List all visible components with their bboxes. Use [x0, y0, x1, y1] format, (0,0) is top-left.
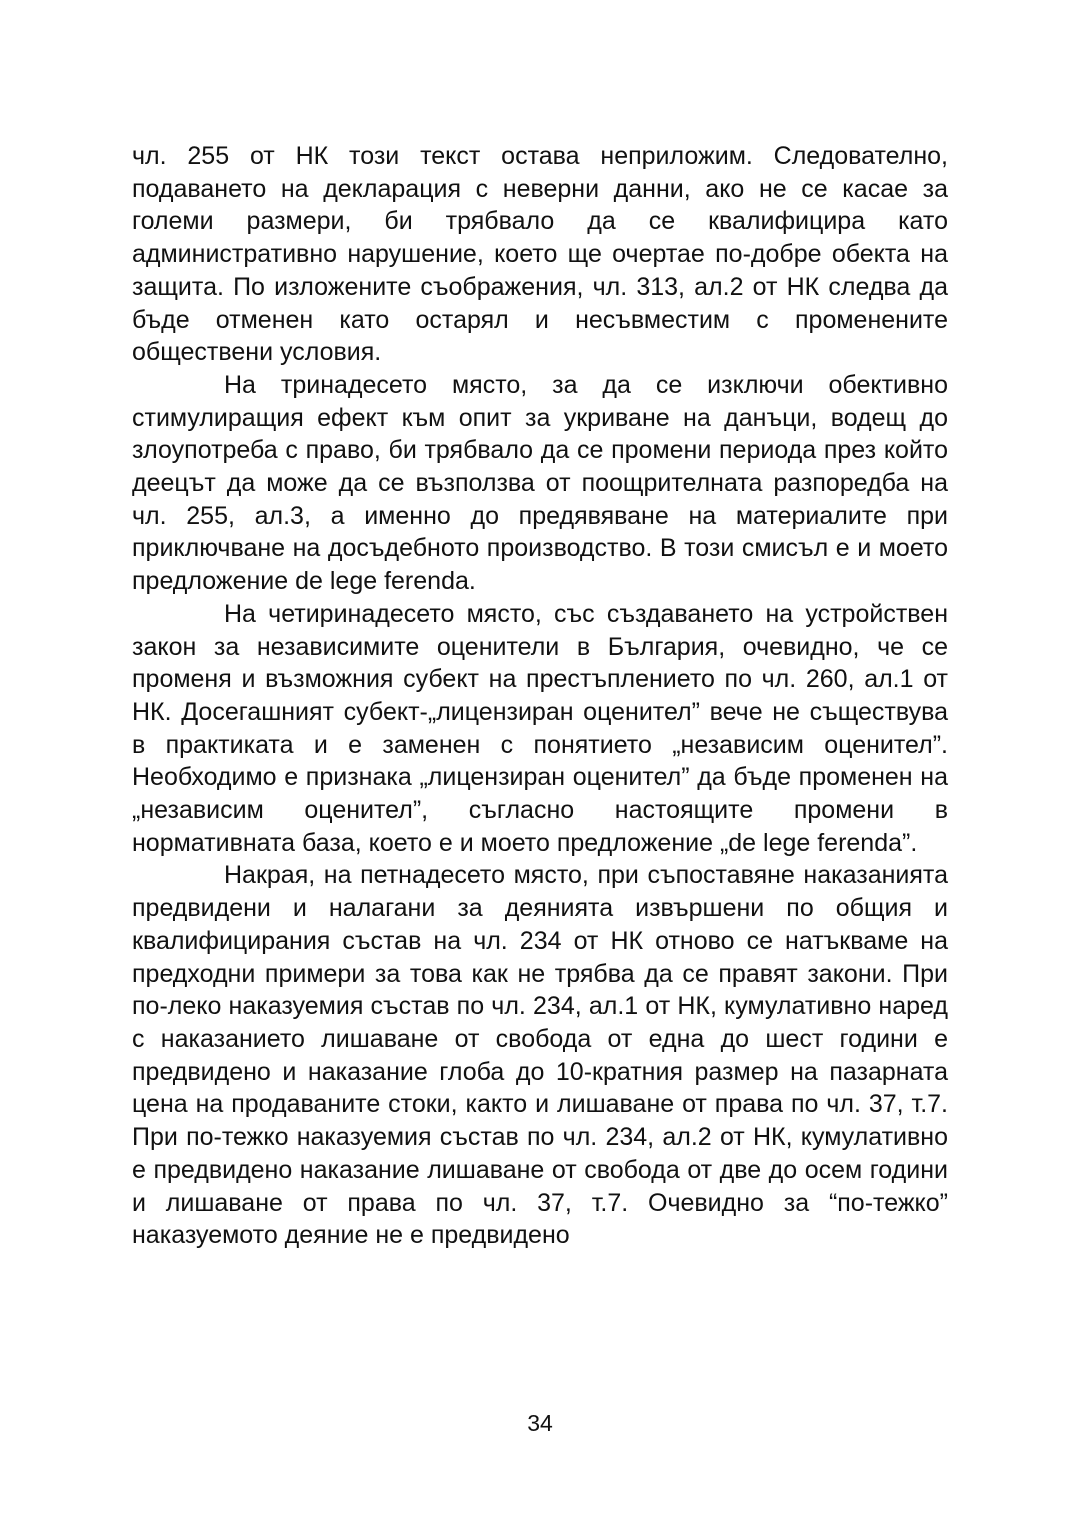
paragraph-fourteenth: На четиринадесето място, със създаването на устройствен закон за независимите оценители в България, очевидно, че се променя и възможния субект на престъплението по чл. 260, ал.1 от НК. Досегашният субект-„лицензиран оценител” вече не съществува в практиката и е заменен с понятието „независим оценител”. Необходимо е признака „лицензиран оценител” да бъде променен на „независим оценител”, съгласно настоящите промени в нормативната база, което е и моето предложение „de lege ferenda”. [132, 599, 948, 857]
page-number: 34 [527, 1410, 553, 1436]
paragraph-fifteenth: Накрая, на петнадесето място, при съпоставяне наказанията предвидени и налагани за деянията извършени по общия и квалифицирания състав на чл. 234 от НК отново се натъкваме на предходни примери за това как не трябва да се правят закони. При по-леко наказуемия състав по чл. 234, ал.1 от НК, кумулативно наред с наказанието лишаване от свобода от една до шест години е предвидено и наказание глоба до 10-кратния размер на пазарната цена на продаваните стоки, както и лишаване от права по чл. 37, т.7. При по-тежко наказуемия състав по чл. 234, ал.2 от НК, кумулативно е предвидено наказание лишаване от свобода от две до осем години и лишаване от права по чл. 37, т.7. Очевидно за “по-тежко” наказуемото деяние не е предвидено [132, 861, 948, 1250]
paragraph-continuation: чл. 255 от НК този текст остава неприложим. Следователно, подаването на декларация с неверни данни, ако не се касае за големи размери, би трябвало да се квалифицира като административно нарушение, което ще очертае по-добре обекта на защита. По изложените съображения, чл. 313, ал.2 от НК следва да бъде отменен като остарял и несъвместим с променените обществени условия. [132, 142, 948, 367]
paragraph-thirteenth: На тринадесето място, за да се изключи обективно стимулиращия ефект към опит за укриване на данъци, водещ до злоупотреба с право, би трябвало да се промени периода през който деецът да може да се възползва от поощрителната разпоредба на чл. 255, ал.3, а именно до предявяване на материалите при приключване на досъдебното производство. В този смисъл е и моето предложение de lege ferenda. [132, 370, 948, 596]
document-body [132, 140, 948, 1252]
